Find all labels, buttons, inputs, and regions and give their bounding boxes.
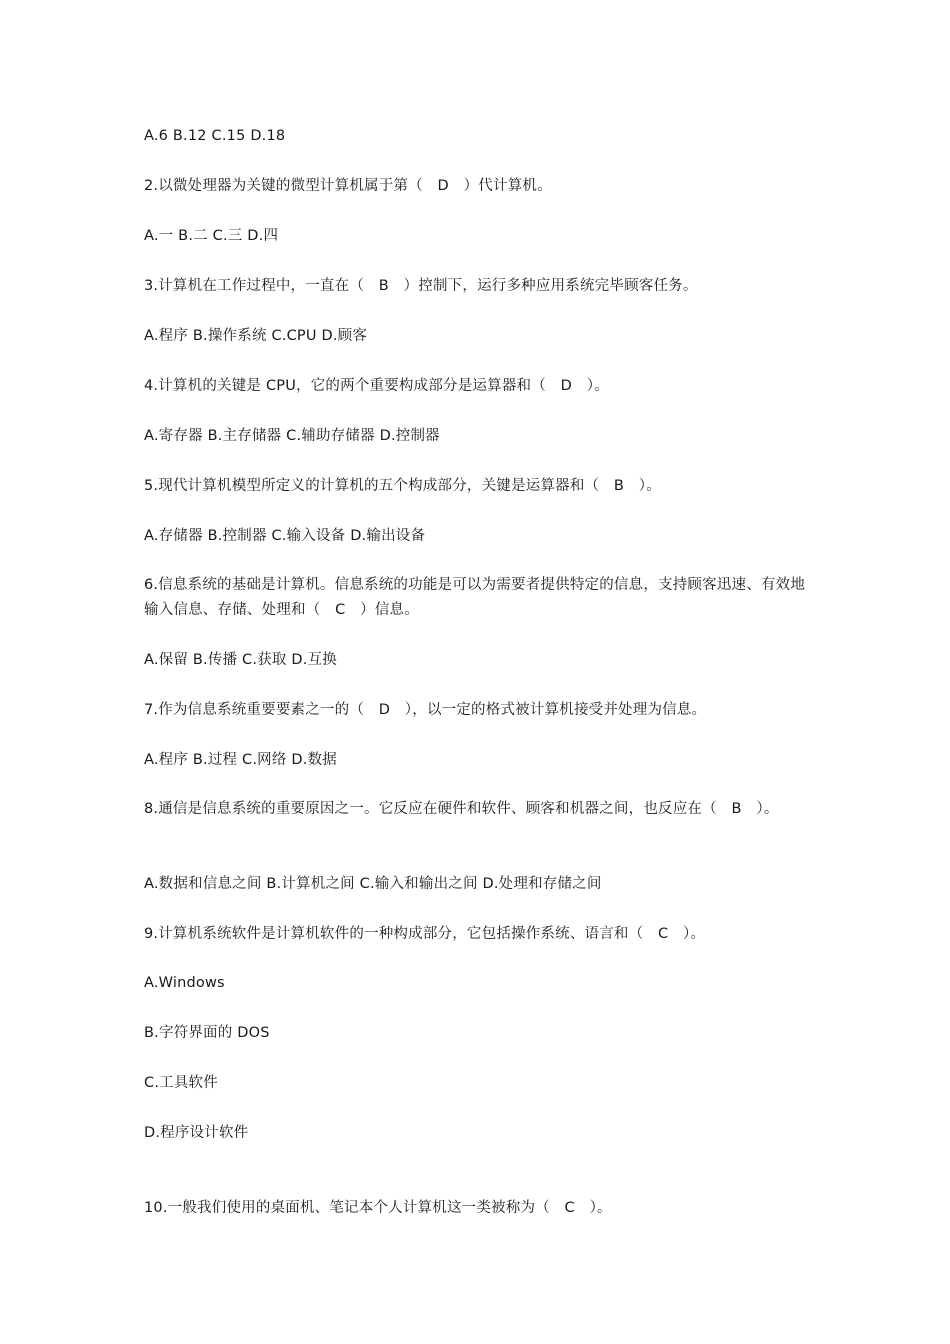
- answer-option-c-q9: C.工具软件: [144, 1075, 218, 1091]
- answer-option-a-q9: A.Windows: [144, 975, 225, 991]
- answer-options-q6: A.保留 B.传播 C.获取 D.互换: [144, 652, 337, 668]
- answer-options-q2: A.一 B.二 C.三 D.四: [144, 228, 279, 244]
- answer-option-b-q9: B.字符界面的 DOS: [144, 1025, 270, 1041]
- question-10: 10.一般我们使用的桌面机、笔记本个人计算机这一类被称为（ C ）。: [144, 1200, 612, 1216]
- answer-options-q3: A.程序 B.操作系统 C.CPU D.顾客: [144, 328, 368, 344]
- question-8: 8.通信是信息系统的重要原因之一。它反应在硬件和软件、顾客和机器之间，也反应在（ B ）。: [144, 801, 779, 817]
- answer-options-q7: A.程序 B.过程 C.网络 D.数据: [144, 752, 337, 768]
- question-2: 2.以微处理器为关键的微型计算机属于第（ D ）代计算机。: [144, 178, 552, 194]
- answer-option-d-q9: D.程序设计软件: [144, 1125, 249, 1141]
- answer-options-q4: A.寄存器 B.主存储器 C.辅助存储器 D.控制器: [144, 428, 440, 444]
- question-6: 6.信息系统的基础是计算机。信息系统的功能是可以为需要者提供特定的信息，支持顾客迅速、有效地输入信息、存储、处理和（ C ）信息。: [144, 577, 806, 618]
- question-9: 9.计算机系统软件是计算机软件的一种构成部分，它包括操作系统、语言和（ C ）。: [144, 926, 706, 942]
- question-7: 7.作为信息系统重要要素之一的（ D ），以一定的格式被计算机接受并处理为信息。: [144, 702, 707, 718]
- question-3: 3.计算机在工作过程中，一直在（ B ）控制下，运行多种应用系统完毕顾客任务。: [144, 278, 698, 294]
- answer-options-q8: A.数据和信息之间 B.计算机之间 C.输入和输出之间 D.处理和存储之间: [144, 876, 602, 892]
- question-5: 5.现代计算机模型所定义的计算机的五个构成部分，关键是运算器和（ B ）。: [144, 478, 661, 494]
- question-4: 4.计算机的关键是 CPU，它的两个重要构成部分是运算器和（ D ）。: [144, 378, 609, 394]
- answer-options-q5: A.存储器 B.控制器 C.输入设备 D.输出设备: [144, 528, 426, 544]
- answer-options-q1: A.6 B.12 C.15 D.18: [144, 128, 286, 144]
